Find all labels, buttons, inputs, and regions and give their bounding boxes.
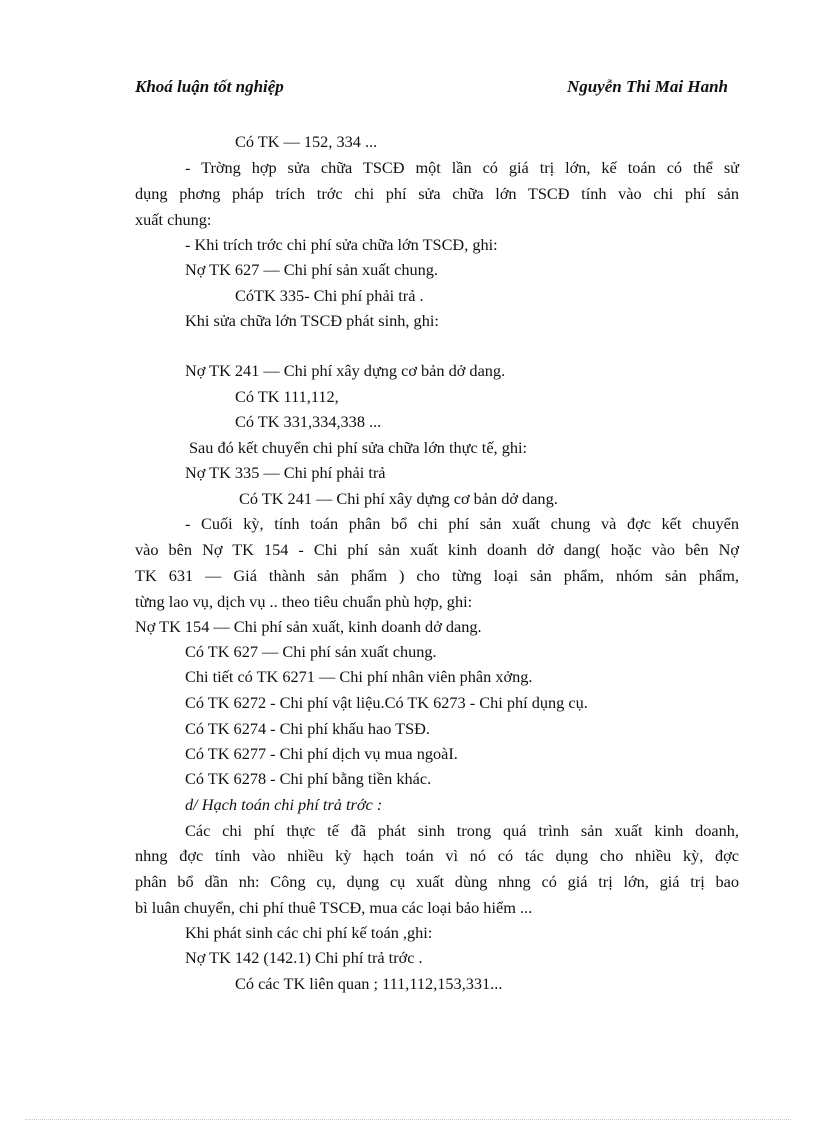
section-heading: d/ Hạch toán chi phí trả trớc : [185, 795, 383, 814]
text-line: Chi tiết có TK 6271 — Chi phí nhân viên phân xởng. [185, 667, 533, 686]
page-bottom-rule [25, 1119, 791, 1120]
text-line: từng lao vụ, dịch vụ .. theo tiêu chuẩn phù hợp, ghi: [135, 592, 473, 611]
text-line: Các chi phí thực tế đã phát sinh trong quá trình sản xuất kinh doanh, [185, 821, 739, 840]
text-line: Nợ TK 335 — Chi phí phải trả [185, 463, 386, 482]
text-line: Có TK — 152, 334 ... [235, 132, 378, 151]
text-line: Nợ TK 627 — Chi phí sản xuất chung. [185, 260, 438, 279]
text-line: phân bổ dần nh: Công cụ, dụng cụ xuất dùng nhng có giá trị lớn, giá trị bao [135, 872, 739, 891]
text-line: Có TK 627 — Chi phí sản xuất chung. [185, 642, 437, 661]
text-line: Có TK 331,334,338 ... [235, 412, 382, 431]
text-line: Nợ TK 241 — Chi phí xây dựng cơ bản dở dang. [185, 361, 506, 380]
text-line: Sau đó kết chuyển chi phí sửa chữa lớn thực tế, ghi: [189, 438, 528, 457]
text-line: nhng đợc tính vào nhiều kỳ hạch toán vì nó có tác dụng cho nhiều kỳ, đợc [135, 846, 739, 865]
text-line: Có TK 6274 - Chi phí khấu hao TSĐ. [185, 719, 430, 738]
text-line: TK 631 — Giá thành sản phẩm ) cho từng loại sản phẩm, nhóm sản phẩm, [135, 566, 739, 585]
text-line: Khi sửa chữa lớn TSCĐ phát sinh, ghi: [185, 311, 439, 330]
header-thesis-title: Khoá luận tốt nghiệp [135, 77, 284, 96]
text-line: Có TK 6278 - Chi phí bằng tiền khác. [185, 769, 432, 788]
text-line: Có TK 111,112, [235, 387, 339, 406]
text-line: - Khi trích trớc chi phí sửa chữa lớn TSCĐ, ghi: [185, 235, 498, 254]
text-line: - Trờng hợp sửa chữa TSCĐ một lần có giá trị lớn, kế toán có thể sử [185, 158, 739, 177]
text-line: Có TK 6272 - Chi phí vật liệu.Có TK 6273 - Chi phí dụng cụ. [185, 693, 588, 712]
text-line: Nợ TK 142 (142.1) Chi phí trả trớc . [185, 948, 423, 967]
header-author-name: Nguyễn Thi Mai Hanh [566, 77, 728, 96]
text-line: xuất chung: [135, 210, 212, 229]
text-line: - Cuối kỳ, tính toán phân bổ chi phí sản xuất chung và đợc kết chuyển [185, 514, 739, 533]
text-line: Khi phát sinh các chi phí kế toán ,ghi: [185, 923, 433, 942]
text-line: bì luân chuyển, chi phí thuê TSCĐ, mua các loại bảo hiểm ... [135, 898, 533, 917]
text-line: vào bên Nợ TK 154 - Chi phí sản xuất kinh doanh dở dang( hoặc vào bên Nợ [135, 540, 739, 559]
text-line: Có các TK liên quan ; 111,112,153,331... [235, 974, 503, 993]
text-line: Nợ TK 154 — Chi phí sản xuất, kinh doanh dở dang. [135, 617, 482, 636]
text-line: Có TK 241 — Chi phí xây dựng cơ bản dở dang. [239, 489, 558, 508]
text-line: dụng phơng pháp trích trớc chi phí sửa chữa lớn TSCĐ tính vào chi phí sản [135, 184, 739, 203]
text-line: CóTK 335- Chi phí phải trả . [235, 286, 424, 305]
text-line: Có TK 6277 - Chi phí dịch vụ mua ngoàI. [185, 744, 458, 763]
